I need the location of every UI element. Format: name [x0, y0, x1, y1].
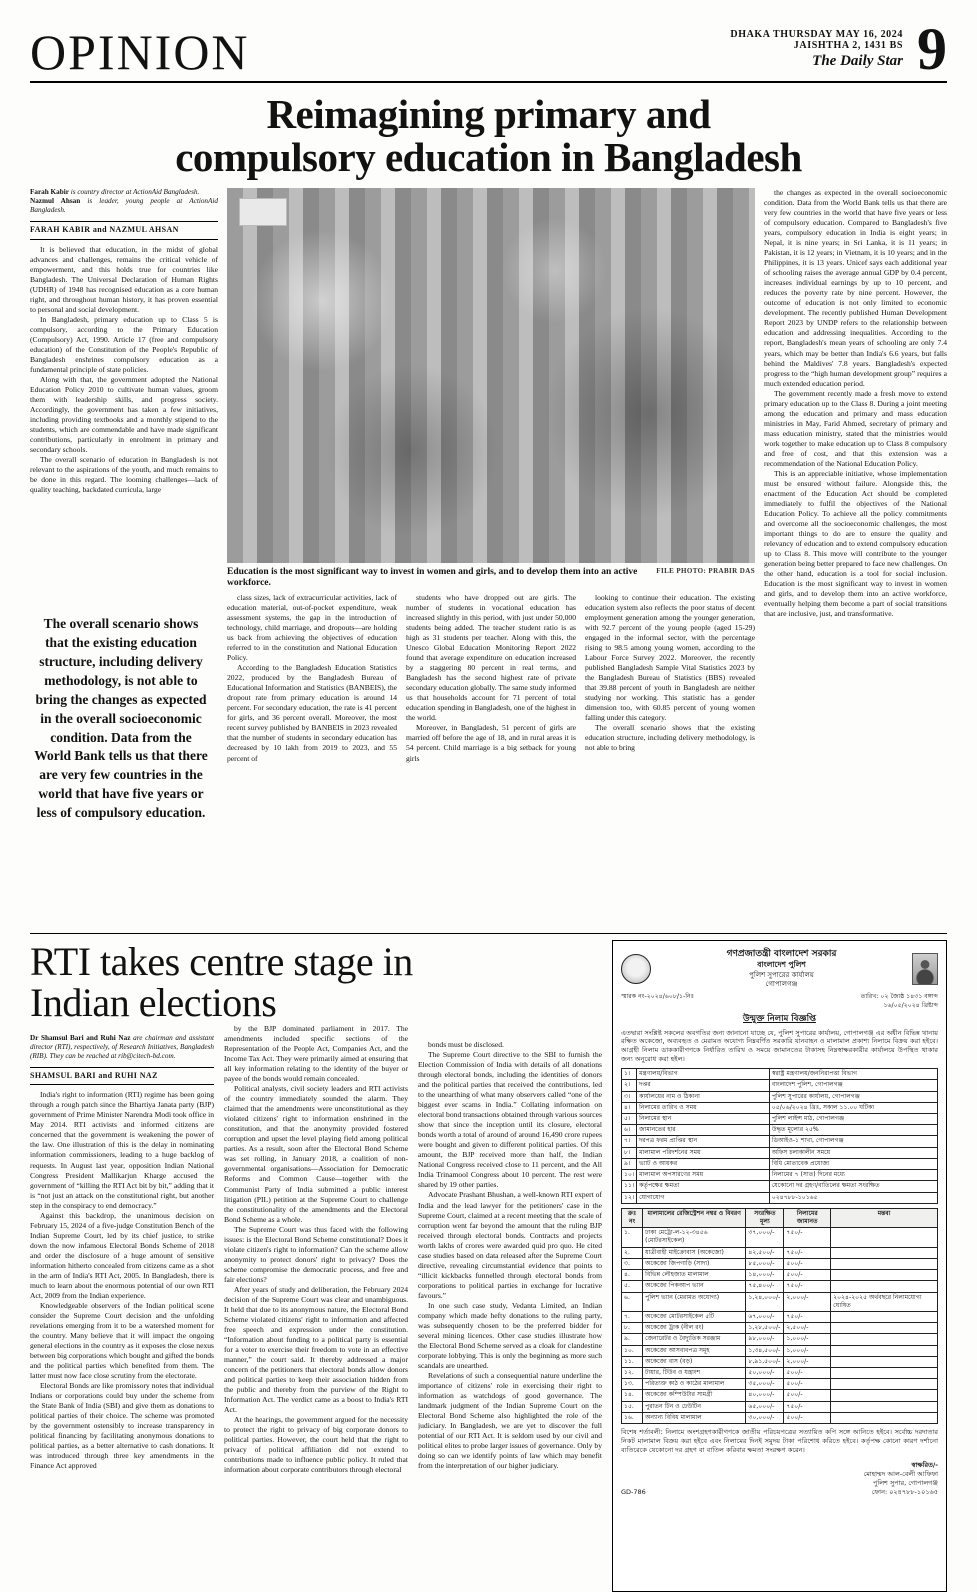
article-education: [30, 93, 947, 925]
item-serial: ৪.: [622, 1270, 643, 1281]
item-reserve-price: ১,৩৪,৫০০/-: [746, 1345, 784, 1356]
info-row: [622, 1192, 938, 1203]
ad-info-table: [621, 1068, 938, 1204]
govt-line2: বাংলাদেশ পুলিশ: [757, 960, 806, 970]
item-deposit: ১,০০০/-: [784, 1334, 831, 1345]
ad-title: উন্মুক্ত নিলাম বিজ্ঞপ্তি: [743, 1014, 816, 1025]
item-description: অকেজো জিপগাড়ি (সাদা): [643, 1258, 746, 1269]
article2-column-1: [30, 1034, 214, 1592]
paragraph: Along with that, the government adopted the National Education Policy 2010 to cultivate human values, groom them with leadership skills, and progress society. Accordingly, the government has taken a few initiatives, including providing textbooks and a monthly stipend to the students, which are commendable and have made significant contributions, particularly in enrolment in primary and secondary schools.: [30, 375, 218, 455]
info-label: কর্তৃপক্ষের ক্ষমতা: [637, 1181, 770, 1192]
item-serial: ১৫.: [622, 1401, 643, 1412]
info-row: [622, 1136, 938, 1147]
bio-line: [30, 188, 218, 197]
article1-caption-bar: [227, 563, 755, 593]
item-deposit: ৭৫০/-: [784, 1281, 831, 1292]
paragraph: Revelations of such a consequential nature underline the importance of citizens' role in exercising their right to information as watchdogs of good governance. The landmark judgment of the Indian Supreme Court on the Electoral Bond Scheme also highlighted the role of the judiciary. In Bangladesh, we are yet to discover the full potential of our RTI Act. It is seldom used by our civil and political elites to probe larger issues of governance. Only by doing so can we identify points of law which may benefit from the interpretation of our higher judiciary.: [418, 1370, 602, 1470]
paragraph: Advocate Prashant Bhushan, a well-known RTI expert of India and the lead lawyer for the petitioners' case in the Supreme Court, claimed at a recent meeting that the scale of corruption went far beyond the amount that the ruling BJP received through electoral bonds. Contracts and projects worth lakhs of crores were awarded quid pro quo. He cited case studies based on data released after the Supreme Court directive, revealing circumstantial evidence that points to “illicit kickbacks funnelled through electoral bonds from corporations to political parties in exchange for lucrative favours.”: [418, 1190, 602, 1300]
item-reserve-price: ৩৭,০০০/-: [746, 1228, 784, 1247]
paragraph: The government recently made a fresh move to extend primary education up to the Class 8. During a joint meeting among the education and primary and mass education ministries in May, Farid Ahmed, secretary of primary and mass education ministry, stated that the ministries would work together to make education up to Class 8 compulsory and free of cost, and that this extension was a recommendation of the National Education Policy.: [764, 388, 947, 468]
item-description: পরিত্যক্ত কাঠ ও কাঠের মালামাল: [643, 1379, 746, 1390]
info-value: ডিআইও-১ শাখা, গোপালগঞ্জ: [769, 1136, 937, 1147]
info-row: [622, 1158, 938, 1169]
ad-dates: [861, 993, 938, 1010]
info-label: মালামাল অপসারণের সময়: [637, 1170, 770, 1181]
paragraph: India's right to information (RTI) regime has been going through a rough patch since the Bhartiya Janata party (BJP) government of Prime Minister Narendra Modi took office in May 2014. RTI activists and informed citizens are concerned that the government is weakening the power of the law. One illustration of this is the delay in nominating information commissioners, leading to a huge backlog of requests. In August last year, opposition Indian National Congress President Mallikarjun Kharge accused the government of “killing the RTI Act bit by bit,” adding that it is “not just an attack on the constitutional right, but another step in the conspiracy to end democracy.”: [30, 1090, 214, 1210]
paragraph: The Supreme Court directive to the SBI to furnish the Election Commission of India with details of all donations through electoral bonds, including the identities of donors and the political parties that received the contributions, led to the unearthing of what many observers called “one of the biggest ever scams in India.” Collating information on electoral bond transactions obtained through various sources show that since the inception until its closure, electoral bonds worth a total of around of around 16,490 crore rupees were bought and given to different political parties. Of this amount, the BJP received more than half, the Indian National Congress received close to 11 percent, and the All India Trinamool Congress about 10 percent. The rest were shared by 19 other parties.: [418, 1050, 602, 1190]
article2-headline-line2: Indian elections: [30, 980, 277, 1026]
author-role: is leader, young people at ActionAid Bangladesh.: [30, 197, 218, 215]
author-name: Farah Kabir: [30, 188, 69, 197]
item-reserve-price: ৬৭,০০০/-: [746, 1311, 784, 1322]
item-reserve-price: ৮৫,০০০/-: [746, 1258, 784, 1269]
article1-column-2: [227, 593, 397, 925]
item-serial: ১৬.: [622, 1412, 643, 1423]
paragraph: At the hearings, the government argued for the necessity to protect the right to privacy of big corporate donors to political parties. However, the court held that the right to privacy of political affiliation did not extend to contributions made to influence public policy. It ruled that information about corporate contributors through electoral: [224, 1414, 408, 1474]
items-row: [622, 1311, 938, 1322]
items-row: [622, 1292, 938, 1311]
item-description: জেনারেটর ও বৈদ্যুতিক সরঞ্জাম: [643, 1334, 746, 1345]
ad-meta-row: [621, 993, 938, 1010]
article2-byline: SHAMSUL BARI and RUHI NAZ: [30, 1067, 214, 1086]
article1-body: [30, 188, 947, 925]
items-header-cell: মালামালের রেজিস্ট্রেশন নম্বর ও বিবরণ: [643, 1208, 746, 1227]
item-deposit: ৫০০/-: [784, 1258, 831, 1269]
ad-items-table: [621, 1208, 938, 1424]
paragraph: the changes as expected in the overall socioeconomic condition. Data from the World Bank tells us that there are very few countries in the world that have five years or less of compulsory education. Compared to Bangladesh's five years, compulsory education in India is eight years; in Nepal, it is nine years; in Sri Lanka, it is 11 years; in Pakistan, it is 12 years; in Vietnam, it is 10 years; and in the Philippines, it is 13 years. Unicef says each additional year of schooling raises the average annual GDP by 0.4 percent, increases individual earnings by up to 10 percent, and reduces the poverty rate by nine percent. However, the outcome of education is not only limited to economic development. The recently published Human Development Report 2023 by UNDP refers to the relationship between education and addressing inequalities. According to the report, Bangladesh's mean years of schooling are only 7.4 years, which may be better than India's 6.6 years, but falls behind the Maldives' 7.8 years. Bangladesh's expected progress to the “high human development group” requires a much extended education period.: [764, 188, 947, 388]
paragraph: In Bangladesh, primary education up to Class 5 is compulsory, according to the Primary Education (Compulsory) Act, 1990. Article 17 (free and compulsory education) of the Constitution of the People's Republic of Bangladesh enshrines compulsory education as a fundamental principle of state policies.: [30, 314, 218, 374]
signature-line: ফোন: ০২৪৭৮৮-১০১৬৫: [871, 1488, 938, 1497]
paper-name: The Daily Star: [812, 53, 903, 69]
masthead-dates: [730, 29, 903, 70]
item-description: অকেজো মোটরসাইকেল ৫টি: [643, 1311, 746, 1322]
info-serial: ৪।: [622, 1102, 637, 1113]
info-serial: ৫।: [622, 1114, 637, 1125]
article2-column-3: [418, 940, 602, 1592]
article1-column-5: [764, 188, 947, 925]
info-label: নিলামের স্থান: [637, 1114, 770, 1125]
item-reserve-price: ১৪,০০০/-: [746, 1270, 784, 1281]
items-row: [622, 1228, 938, 1247]
article1-author-bio: [30, 188, 218, 215]
info-value: অফিস চলাকালীন সময়ে: [769, 1147, 937, 1158]
info-value: স্বরাষ্ট্র মন্ত্রণালয়/জননিরাপত্তা বিভাগ: [769, 1069, 937, 1080]
paragraph: by the BJP dominated parliament in 2017. The amendments included specific sections of the Representation of the People Act, Companies Act, and the Income Tax Act. They were primarily aimed at ensuring that all key information relating to the identity of the buyer or payee of the bonds would remain concealed.: [224, 1024, 408, 1084]
info-row: [622, 1170, 938, 1181]
item-remarks: ২০২৪-২০২৫ অর্থবছরে নিলামযোগ্য ঘোষিত: [831, 1292, 938, 1311]
item-deposit: ২,০০০/-: [784, 1356, 831, 1367]
masthead-right: [730, 16, 947, 82]
item-deposit: ৭৫০/-: [784, 1311, 831, 1322]
ad-code: GD-786: [621, 1488, 646, 1497]
item-reserve-price: ৮,৯১,৫০০/-: [746, 1356, 784, 1367]
ad-footer: [621, 1461, 938, 1497]
info-serial: ২।: [622, 1080, 637, 1091]
ad-date-bengali: তারিখ: ০২ জ্যৈষ্ঠ ১৪৩১ বঙ্গাব্দ: [860, 993, 938, 1001]
item-serial: ৭.: [622, 1311, 643, 1322]
item-deposit: ৫০০/-: [784, 1368, 831, 1379]
govt-line3: পুলিশ সুপারের কার্যালয়: [749, 970, 814, 979]
author-roles: are chairman and assistant director (RTI), respectively, of Research Initiatives, Bangladesh (RIB). They can be reached at rib@citech-bd.com.: [30, 1033, 214, 1060]
article2-headline-line1: RTI takes centre stage in: [30, 939, 413, 985]
dateline-gregorian: DHAKA THURSDAY MAY 16, 2024: [730, 29, 903, 40]
items-row: [622, 1281, 938, 1292]
info-label: কার্যালয়ের নাম ও ঠিকানা: [637, 1091, 770, 1102]
paragraph: This is an appreciable initiative, whose implementation must be ensured without failure. Alongside this, the enactment of the Education Act should be completed immediately to fulfil the objectives of the National Education Policy. To achieve all the policy commitments and overcome all the socioeconomic challenges, the most important things to do are to ensure the quality and relevancy of education and to extend compulsory education up to Class 8. This move will contribute to the younger generation being better prepared to face new challenges. On the other hand, education is a tool for social inclusion. Education is the most significant way to invest in women and girls, and to develop them into an active workforce, eventually helping them become a part of social transitions that are inclusive, just, and transformative.: [764, 468, 947, 618]
item-description: বিভিন্ন লৌহজাত মালামাল: [643, 1270, 746, 1281]
article2-author-bio: [30, 1034, 214, 1061]
items-row: [622, 1379, 938, 1390]
items-header-row: [622, 1208, 938, 1227]
ad-date-gregorian: ১৬/০৫/২০২৪ খ্রিষ্টাব্দ: [883, 1001, 938, 1009]
ad-header-text: [657, 948, 906, 989]
item-description: অকেজো বাস (বড়): [643, 1356, 746, 1367]
info-row: [622, 1080, 938, 1091]
article1-byline: FARAH KABIR and NAZMUL AHSAN: [30, 221, 218, 240]
items-row: [622, 1247, 938, 1258]
paragraph: Knowledgeable observers of the Indian political scene consider the Supreme Court decision and the unfolding revelations emerging from it to be a watershed moment for the country. Many believe that it will impact the ongoing general elections in the country as it exposes the close nexus between big corporations which bought and gifted the bonds and the political parties which benefited from them. The latter must now face close scrutiny from the electorate.: [30, 1300, 214, 1380]
item-serial: ১১.: [622, 1356, 643, 1367]
article1-column-1: [30, 188, 218, 593]
item-reserve-price: ৪২,৫০০/-: [746, 1247, 784, 1258]
paragraph: class sizes, lack of extracurricular activities, lack of education material, out-of-pocket expenditure, weak assessment systems, the gap in the introduction of technology, child marriage, and dropouts—are holding us back from achieving the objectives of education referred to in the constitution and National Education Policy.: [227, 593, 397, 663]
signature-line: স্বাক্ষরিত/-: [911, 1460, 938, 1469]
section-divider: [30, 933, 947, 934]
item-description: ঢাকা মেট্রো-ল-১২-৩৪৫৬ (মোটরসাইকেল): [643, 1228, 746, 1247]
info-serial: ৭।: [622, 1136, 637, 1147]
item-remarks: [831, 1390, 938, 1401]
items-row: [622, 1258, 938, 1269]
info-serial: ১২।: [622, 1192, 637, 1203]
article2-column-2: [224, 940, 408, 1592]
info-serial: ৩।: [622, 1091, 637, 1102]
paragraph: The overall scenario shows that the existing education structure, including delivery methodology, is not able to bring: [585, 723, 755, 753]
item-description: যাত্রীবাহী মাইক্রোবাস (অকেজো): [643, 1247, 746, 1258]
item-serial: ৫.: [622, 1281, 643, 1292]
item-remarks: [831, 1401, 938, 1412]
article1-headline: [30, 93, 947, 178]
item-serial: ২.: [622, 1247, 643, 1258]
info-row: [622, 1114, 938, 1125]
item-serial: ১.: [622, 1228, 643, 1247]
item-reserve-price: ১,২৮,৫০০/-: [746, 1323, 784, 1334]
info-serial: ৮।: [622, 1147, 637, 1158]
ad-header: [621, 948, 938, 989]
paragraph: Electoral Bonds are like promissory notes that individual Indians or corporations could buy under the scheme from the State Bank of India (SBI) and give them as donations to political parties of their choice. The scheme was promoted by the government ostensibly to increase transparency in political financing by facilitating anonymous donations to political parties, as a better alternative to cash donations. It was introduced through three key amendments in the Finance Act approved: [30, 1380, 214, 1470]
items-row: [622, 1270, 938, 1281]
items-header-cell: সংরক্ষিত মূল্য: [746, 1208, 784, 1227]
paragraph: The Supreme Court was thus faced with the following issues: is the Electoral Bond Scheme constitutional? Does it violate citizen's right to information? Can the scheme allow anonymity to protect donors' right to privacy? Does the scheme compromise the democratic process, and free and fair elections?: [224, 1224, 408, 1284]
item-serial: ১০.: [622, 1345, 643, 1356]
items-row: [622, 1334, 938, 1345]
article1-headline-line1: Reimagining primary and: [266, 91, 711, 137]
info-label: নিলামের তারিখ ও সময়: [637, 1102, 770, 1113]
item-description: পুরাতন টিন ও ঢেউটিন: [643, 1401, 746, 1412]
section-title: OPINION: [30, 24, 250, 80]
article1-pull-quote: The overall scenario shows that the existing education structure, including delivery methodology, is not able to bring the changes as expected in the overall socioeconomic condition. Data from the World Bank tells us that there are very few countries in the world that have five years or less of compulsory education.: [34, 616, 208, 821]
paragraph: Moreover, in Bangladesh, 51 percent of girls are married off before the age of 18, and in rural areas it is 54 percent. Child marriage is a big setback for young girls: [406, 723, 576, 763]
info-row: [622, 1147, 938, 1158]
item-remarks: [831, 1311, 938, 1322]
info-row: [622, 1069, 938, 1080]
item-deposit: ৭৫০/-: [784, 1228, 831, 1247]
item-serial: ১৪.: [622, 1390, 643, 1401]
info-label: মালামাল পরিদর্শনের সময়: [637, 1147, 770, 1158]
info-row: [622, 1181, 938, 1192]
info-value: যেকোনো দর গ্রহণ/বাতিলের ক্ষমতা সংরক্ষিত: [769, 1181, 937, 1192]
article-rti-and-ad: [30, 940, 947, 1592]
item-remarks: [831, 1345, 938, 1356]
item-reserve-price: ৩৫,০০০/-: [746, 1379, 784, 1390]
info-serial: ১০।: [622, 1170, 637, 1181]
info-serial: ৬।: [622, 1125, 637, 1136]
info-value: বিধি মোতাবেক প্রযোজ্য: [769, 1158, 937, 1169]
item-remarks: [831, 1356, 938, 1367]
paragraph: Against this backdrop, the unanimous decision on February 15, 2024 of a five-judge Constitution Bench of the Indian Supreme Court, led by its chief justice, to strike down the now infamous Electoral Bonds Scheme of 2018 and order the disclosure of a huge amount of sensitive information hitherto concealed from citizens came as a shot in the arm of India's RTI Act, 2005. In Bangladesh, there is much to learn about the enormous potential of our own RTI Act, 2009 from the Indian experience.: [30, 1210, 214, 1300]
paragraph: students who have dropped out are girls. The number of students in vocational education has increased slightly in this period, with just under 50,000 students being added. The teacher student ratio is as high as 31 students per teacher. Along with this, the Unesco Global Education Monitoring Report 2022 found that average expenditure on education increased by a staggering 80 percent in real terms, and Bangladesh has the second highest rate of private secondary education globally. The same study informed us that households account for 71 percent of total education spending in Bangladesh, one of the highest in the world.: [406, 593, 576, 723]
item-reserve-price: ৬৫,০০০/-: [746, 1401, 784, 1412]
item-reserve-price: ৪০,০০০/-: [746, 1390, 784, 1401]
item-remarks: [831, 1323, 938, 1334]
item-deposit: ৫০০/-: [784, 1412, 831, 1423]
items-row: [622, 1412, 938, 1423]
item-description: পুলিশ ভ্যান (মেরামত অযোগ্য): [643, 1292, 746, 1311]
item-remarks: [831, 1379, 938, 1390]
item-remarks: [831, 1228, 938, 1247]
page-number: 9: [917, 16, 947, 82]
signature-line: মোহাম্মদ আল-বেলী আফিফা: [863, 1469, 938, 1478]
ad-conditions: বিশেষ শর্তাবলী: নিলামে অংশগ্রহণকারীগণকে জাতীয় পরিচয়পত্রের সত্যায়িত কপি সঙ্গে আনিতে হইবে। সর্বোচ্চ দরদাতার নিকট মালামাল বিক্রয় করা হইবে এবং নিলামের দিনই সমুদয় টাকা পরিশোধ করিতে হইবে। কর্তৃপক্ষ কোনো কারণ দর্শানো ব্যতিরেকে যেকোনো দর গ্রহণ বা বাতিল করিবার ক্ষমতা সংরক্ষণ করেন।: [621, 1428, 938, 1454]
items-row: [622, 1356, 938, 1367]
item-description: অকেজো আসবাবপত্র সমূহ: [643, 1345, 746, 1356]
item-description: অকেজো কম্পিউটার সামগ্রী: [643, 1390, 746, 1401]
items-row: [622, 1323, 938, 1334]
author-name: Nazmul Ahsan: [30, 197, 81, 206]
item-deposit: ৫০০/-: [784, 1270, 831, 1281]
article2-column-1-text: [30, 1090, 214, 1471]
info-value: ০৫/০৬/২০২৪ খ্রিঃ, সকাল ১১.০০ ঘটিকা: [769, 1102, 937, 1113]
paragraph: looking to continue their education. The existing education system also reflects the poor status of decent employment generation among the younger generation, with 92.7 percent of the young people (aged 15-29) engaged in the informal sector, with the percentage rising to 98.5 among young women, according to the Labour Force Survey 2022. Moreover, the recently published Bangladesh Sample Vital Statistics 2023 by the Bangladesh Bureau of Statistics (BBS) revealed that 39.88 percent of youth in Bangladesh are neither studying nor working. This statistic has a gender dimension too, with 60.85 percent of young women falling under this category.: [585, 593, 755, 723]
info-row: [622, 1091, 938, 1102]
info-serial: ৯।: [622, 1158, 637, 1169]
item-description: টায়ার, টিউব ও যন্ত্রাংশ: [643, 1368, 746, 1379]
article1-headline-line2: compulsory education in Bangladesh: [175, 133, 802, 180]
items-row: [622, 1390, 938, 1401]
article1-column-3: [406, 593, 576, 925]
author-names: Dr Shamsul Bari and Ruhi Naz: [30, 1033, 131, 1042]
govt-seal-icon: [621, 954, 651, 984]
items-row: [622, 1368, 938, 1379]
item-serial: ৩.: [622, 1258, 643, 1269]
item-description: অকেজো ট্রাক (নীল রং): [643, 1323, 746, 1334]
item-description: অন্যান্য বিবিধ মালামাল: [643, 1412, 746, 1423]
item-deposit: ১,০০০/-: [784, 1345, 831, 1356]
govt-auction-notice: [612, 940, 947, 1592]
paragraph: It is believed that education, in the midst of global advances and challenges, remains the critical vehicle of empowerment, and this holds true for countries like Bangladesh. The Universal Declaration of Human Rights (UDHR) of 1948 has recognised education as a core human right, and throughout human history, it has proven essential to personal and social development.: [30, 244, 218, 314]
author-role: is country director at ActionAid Bangladesh.: [70, 188, 200, 197]
paragraph: According to the Bangladesh Education Statistics 2022, produced by the Bangladesh Bureau of Educational Information and Statistics (BANBEIS), the dropout rate from primary education is around 14 percent. For secondary education, the rate is 41 percent for girls, and 36 percent overall. Moreover, the most recent survey published by BANBEIS in 2023 revealed that the number of students in secondary education has decreased by 10 lakh from 2019 to 2023, and 55 percent of: [227, 663, 397, 763]
signature-line: পুলিশ সুপার, গোপালগঞ্জ: [872, 1479, 938, 1487]
info-row: [622, 1125, 938, 1136]
items-header-cell: নিলামের জামানত: [784, 1208, 831, 1227]
masthead: [30, 16, 947, 83]
info-label: দরপত্র ফরম প্রাপ্তির স্থান: [637, 1136, 770, 1147]
info-label: দপ্তর: [637, 1080, 770, 1091]
info-label: ভ্যাট ও আয়কর: [637, 1158, 770, 1169]
info-value: উদ্ধৃত মূল্যের ২৫%: [769, 1125, 937, 1136]
item-serial: ৮.: [622, 1323, 643, 1334]
paragraph: bonds must be disclosed.: [428, 1040, 504, 1050]
item-serial: ৬.: [622, 1292, 643, 1311]
info-value: বাংলাদেশ পুলিশ, গোপালগঞ্জ: [769, 1080, 937, 1091]
item-remarks: [831, 1247, 938, 1258]
article1-column-1-text: [30, 245, 218, 495]
info-serial: ১১।: [622, 1181, 637, 1192]
paragraph: Political analysts, civil society leaders and RTI activists of the country immediately sounded the alarm. They claimed that the amendments were unconstitutional as they violated citizens' right to information enshrined in the constitution, and that the anonymity provided fostered corruption and upset the level playing field among political parties. As a result, soon after the Electoral Bond Scheme was set rolling, in January 2018, a coalition of non-governmental organisations—Association for Democratic Reforms and Common Cause—together with the Communist Party of India submitted a public interest litigation (PIL) petition at the Supreme Court to challenge the constitutionality of the amendments and the Electoral Bond Scheme as a whole.: [224, 1084, 408, 1224]
item-reserve-price: ১,২৪,০০০/-: [746, 1292, 784, 1311]
item-deposit: ৫০০/-: [784, 1390, 831, 1401]
info-label: জামানতের হার: [637, 1125, 770, 1136]
ad-signature: [864, 1461, 938, 1497]
item-serial: ৯.: [622, 1334, 643, 1345]
photo-credit: FILE PHOTO: PRABIR DAS: [656, 567, 755, 576]
info-row: [622, 1102, 938, 1113]
info-value: পুলিশ সুপারের কার্যালয়, গোপালগঞ্জ: [769, 1091, 937, 1102]
info-value: নিলামের ৭ (সাত) দিনের মধ্যে: [769, 1170, 937, 1181]
item-remarks: [831, 1368, 938, 1379]
item-reserve-price: ৫০,০০০/-: [746, 1368, 784, 1379]
items-row: [622, 1401, 938, 1412]
items-row: [622, 1345, 938, 1356]
dateline-bengali: JAISHTHA 2, 1431 BS: [793, 40, 903, 51]
bio-line: [30, 1034, 214, 1061]
item-deposit: ৫০০/-: [784, 1379, 831, 1390]
info-label: যোগাযোগ: [637, 1192, 770, 1203]
items-header-cell: মন্তব্য: [831, 1208, 938, 1227]
paragraph: In one such case study, Vedanta Limited, an Indian company which made hefty donations to the ruling party, was subsequently chosen to be the preferred bidder for several mining licences. Other case studies illustrate how the Electoral Bond Scheme served as a cloak for clandestine corporate lobbying. This is only the beginning as more such scandals are unearthed.: [418, 1300, 602, 1370]
item-deposit: ২,৫০০/-: [784, 1323, 831, 1334]
item-deposit: ৭৫০/-: [784, 1401, 831, 1412]
article1-photo: [227, 188, 755, 563]
info-label: মন্ত্রণালয়/বিভাগ: [637, 1069, 770, 1080]
info-serial: ১।: [622, 1069, 637, 1080]
info-value: ০২৪৭৮৮-১০১৬৫: [769, 1192, 937, 1203]
item-reserve-price: ৩০,০০০/-: [746, 1412, 784, 1423]
item-deposit: ৭৫০/-: [784, 1247, 831, 1258]
items-header-cell: ক্রঃ নং: [622, 1208, 643, 1227]
ad-intro: এতদ্বারা সংশ্লিষ্ট সকলের অবগতির জন্য জানানো যাচ্ছে যে, পুলিশ সুপারের কার্যালয়, গোপালগঞ্জ এর অধীন বিভিন্ন থানায় রক্ষিত অকেজো, অব্যবহৃত ও মেরামত অযোগ্য নিম্নবর্ণিত সরকারি যানবাহন ও মালামাল প্রকাশ্য নিলামে বিক্রয় করা হইবে। আগ্রহী নিলাম ডাককারীগণকে নির্ধারিত তারিখ ও সময়ে জামানতের টাকাসহ নিম্নস্বাক্ষরকারীর কার্যালয়ে উপস্থিত থাকার জন্য অনুরোধ করা হইল।: [621, 1028, 938, 1064]
govt-line1: গণপ্রজাতন্ত্রী বাংলাদেশ সরকার: [726, 949, 837, 960]
item-serial: ১২.: [622, 1368, 643, 1379]
info-value: পুলিশ লাইন্স মাঠ, গোপালগঞ্জ: [769, 1114, 937, 1125]
paragraph: The overall scenario of education in Bangladesh is not relevant to the aspirations of the youth, and much remains to be done in this regard. The looming challenges—lack of quality teaching, backdated curricula, large: [30, 455, 218, 495]
item-reserve-price: ৭৫,৪০০/-: [746, 1281, 784, 1292]
item-remarks: [831, 1281, 938, 1292]
govt-line4: গোপালগঞ্জ: [765, 979, 798, 988]
item-description: অকেজো পিকআপ ভ্যান: [643, 1281, 746, 1292]
item-remarks: [831, 1270, 938, 1281]
article1-column-4: [585, 593, 755, 925]
paragraph: After years of study and deliberation, the February 2024 decision of the Supreme Court was clear and unambiguous. It held that due to its anonymous nature, the Electoral Bond Scheme violated citizens' right to information and affected free speech and expression under the constitution. “Information about funding to a political party is essential for a voter to exercise their freedom to vote in an effective manner,” the court said. It thereby addressed a major concern of the petitioners that electoral bonds allow donors and political parties to keep their association hidden from the public and thereby from the purview of the Right to Information Act. The verdict came as a boost to India's RTI Act.: [224, 1284, 408, 1414]
item-deposit: ২,০০০/-: [784, 1292, 831, 1311]
item-remarks: [831, 1258, 938, 1269]
item-reserve-price: ৯৮,০০০/-: [746, 1334, 784, 1345]
memo-number: স্মারক নং-২০২৪/৬০৮/১-নিঃ: [621, 993, 695, 1001]
item-remarks: [831, 1334, 938, 1345]
item-serial: ১৩.: [622, 1379, 643, 1390]
item-remarks: [831, 1412, 938, 1423]
portrait-photo: [912, 953, 938, 985]
bio-line: [30, 197, 218, 215]
photo-caption: Education is the most significant way to invest in women and girls, and to develop them into an active workforce.: [227, 567, 638, 589]
